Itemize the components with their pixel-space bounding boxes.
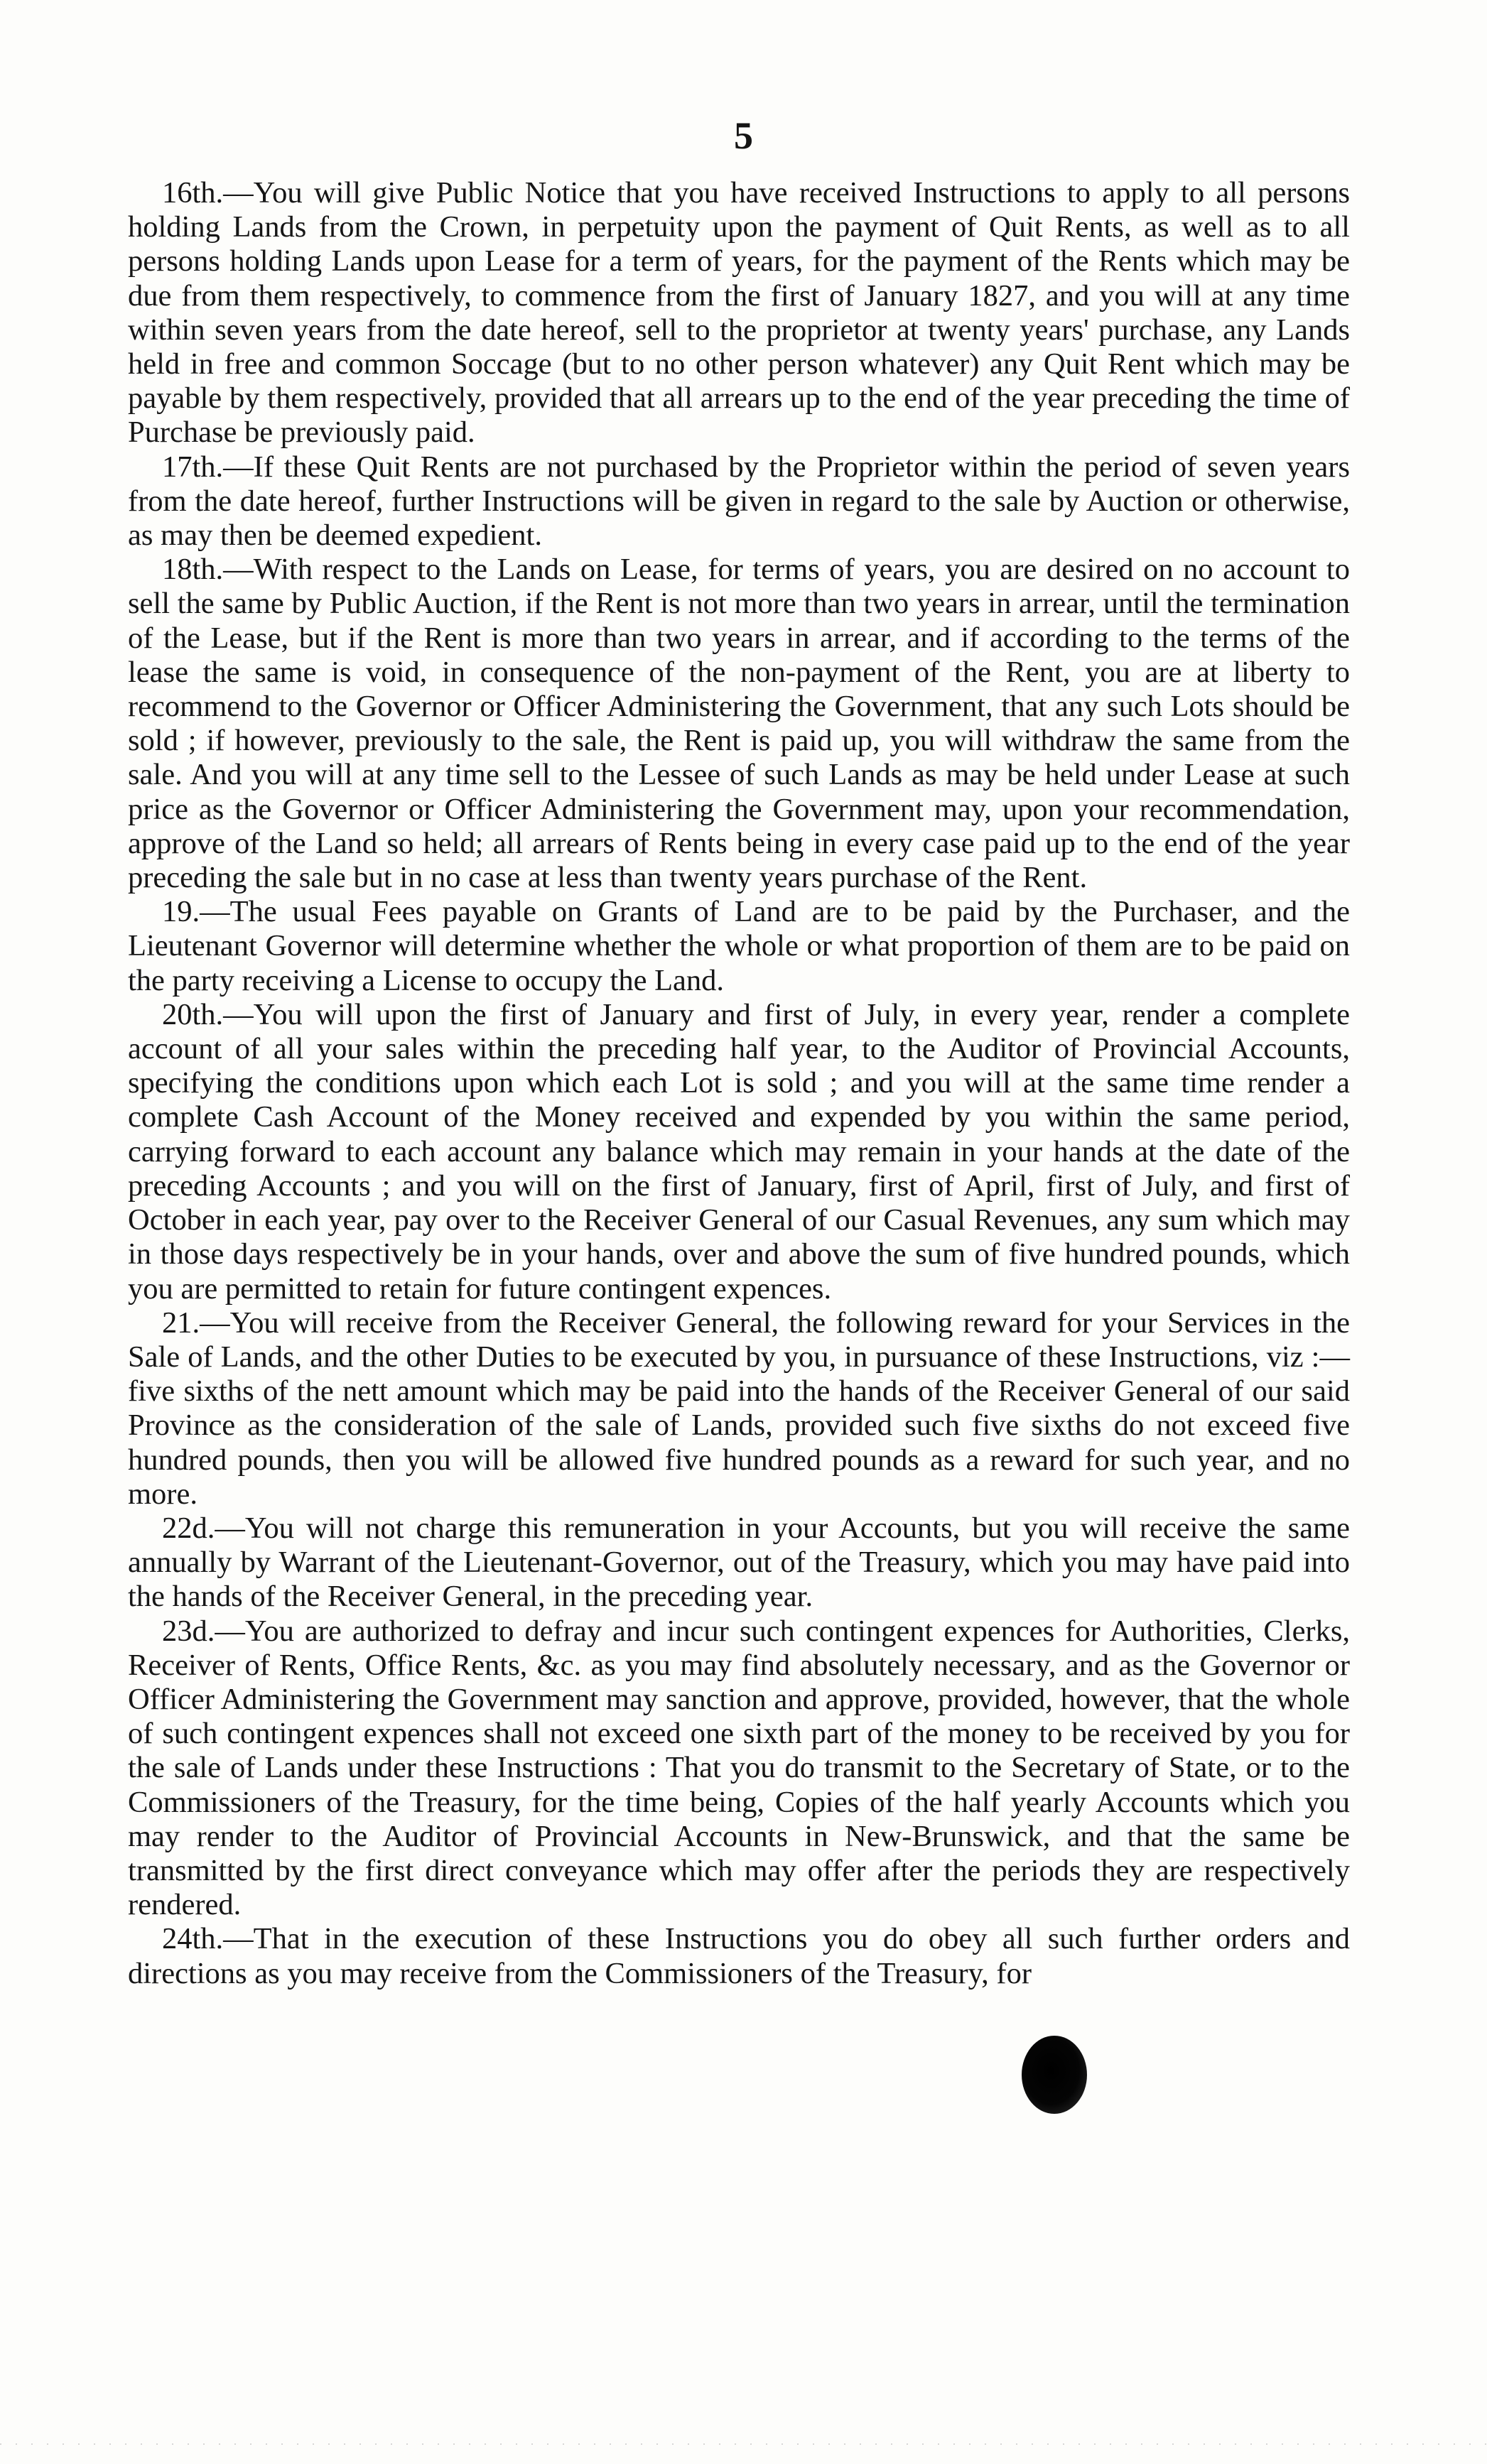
paragraph-19: 19.—The usual Fees payable on Grants of Land are to be paid by the Purchaser, and the Lieutenant Governor will determine whether the whole or what proportion of them are to be paid on the party receiving a License to occupy the Land. [128, 895, 1350, 997]
paragraph-18th: 18th.—With respect to the Lands on Lease, for terms of years, you are desired on no account to sell the same by Public Auction, if the Rent is not more than two years in arrear, until the termination of the Lease, but if the Rent is more than two years in arrear, and if according to the terms of the lease the same is void, in consequence of the non-payment of the Rent, you are at liberty to recommend to the Governor or Officer Administering the Government, that any such Lots should be sold ; if however, previously to the sale, the Rent is paid up, you will withdraw the same from the sale. And you will at any time sell to the Lessee of such Lands as may be held under Lease at such price as the Governor or Officer Administering the Government may, upon your recommendation, approve of the Land so held; all arrears of Rents being in every case paid up to the end of the year preceding the sale but in no case at less than twenty years purchase of the Rent. [128, 553, 1350, 895]
ink-blot [1022, 2036, 1087, 2114]
paragraph-17th: 17th.—If these Quit Rents are not purchased by the Proprietor within the period of seven years from the date hereof, further Instructions will be given in regard to the sale by Auction or otherwise, as may then be deemed expedient. [128, 450, 1350, 553]
paragraph-24th: 24th.—That in the execution of these Instructions you do obey all such further orders and directions as you may receive from the Commissioners of the Treasury, for [128, 1922, 1350, 1990]
scan-edge-marks [0, 2443, 1487, 2445]
paragraph-21: 21.—You will receive from the Receiver General, the following reward for your Services in the Sale of Lands, and the other Duties to be executed by you, in pursuance of these Instructions, viz :—five sixths of the nett amount which may be paid into the hands of the Receiver General of our said Province as the consideration of the sale of Lands, provided such five sixths do not exceed five hundred pounds, then you will be allowed five hundred pounds as a reward for such year, and no more. [128, 1306, 1350, 1511]
paragraph-23d: 23d.—You are authorized to defray and incur such contingent expences for Authorities, Clerks, Receiver of Rents, Office Rents, &c. as you may find absolutely necessary, and as the Governor or Officer Administering the Government may sanction and approve, provided, however, that the whole of such contingent expences shall not exceed one sixth part of the money to be received by you for the sale of Lands under these Instructions : That you do transmit to the Secretary of State, or to the Commissioners of the Treasury, for the time being, Copies of the half yearly Accounts which you may render to the Auditor of Provincial Accounts in New-Brunswick, and that the same be transmitted by the first direct conveyance which may offer after the periods they are respectively rendered. [128, 1614, 1350, 1922]
paragraph-22d: 22d.—You will not charge this remuneration in your Accounts, but you will receive the same annually by Warrant of the Lieutenant-Governor, out of the Treasury, which you may have paid into the hands of the Receiver General, in the preceding year. [128, 1511, 1350, 1614]
page-number: 5 [734, 114, 753, 157]
paragraph-20th: 20th.—You will upon the first of January and first of July, in every year, render a complete account of all your sales within the preceding half year, to the Auditor of Provincial Accounts, specifying the conditions upon which each Lot is sold ; and you will at the same time render a complete Cash Account of the Money received and expended by you within the same period, carrying forward to each account any balance which may remain in your hands at the date of the preceding Accounts ; and you will on the first of January, first of April, first of July, and first of October in each year, pay over to the Receiver General of our Casual Revenues, any sum which may in those days respectively be in your hands, over and above the sum of five hundred pounds, which you are permitted to retain for future contingent expences. [128, 997, 1350, 1306]
paragraph-16th: 16th.—You will give Public Notice that you have received Instructions to apply to all persons holding Lands from the Crown, in perpetuity upon the payment of Quit Rents, as well as to all persons holding Lands upon Lease for a term of years, for the payment of the Rents which may be due from them respectively, to commence from the first of January 1827, and you will at any time within seven years from the date hereof, sell to the proprietor at twenty years' purchase, any Lands held in free and common Soccage (but to no other person whatever) any Quit Rent which may be payable by them respectively, provided that all arrears up to the end of the year preceding the time of Purchase be previously paid. [128, 176, 1350, 450]
document-body [128, 176, 1350, 1991]
